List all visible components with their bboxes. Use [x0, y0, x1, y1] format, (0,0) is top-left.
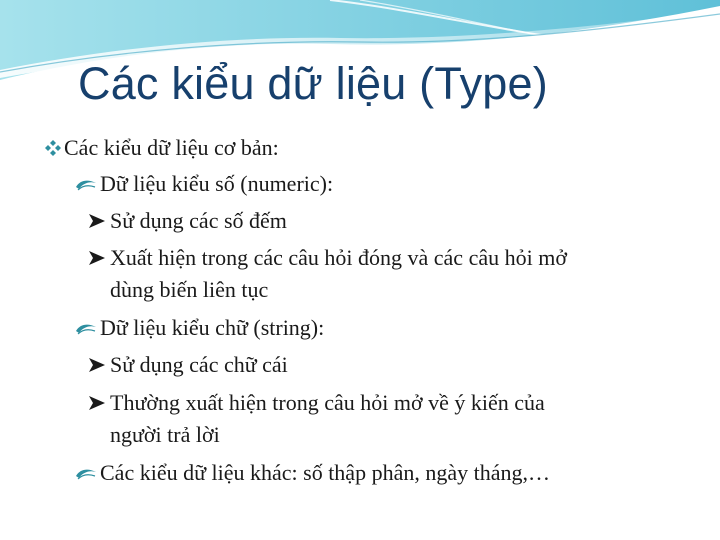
list-item	[88, 389, 545, 417]
slide-title: Các kiểu dữ liệu (Type)	[78, 58, 548, 109]
arrow-bullet-icon	[88, 389, 110, 417]
list-item	[88, 351, 288, 379]
list-item-text: người trả lời	[110, 422, 220, 447]
arrow-bullet-icon	[88, 351, 110, 379]
list-item	[74, 170, 333, 198]
diamond-cluster-icon	[44, 134, 64, 162]
list-item-text: Sử dụng các chữ cái	[110, 352, 288, 377]
list-item-text: Thường xuất hiện trong câu hỏi mở về ý kiến của	[110, 390, 545, 415]
list-item-text: Dữ liệu kiểu chữ (string):	[100, 315, 325, 340]
list-item	[88, 244, 567, 272]
arrow-bullet-icon	[88, 244, 110, 272]
list-item-text: Các kiểu dữ liệu khác: số thập phân, ngày tháng,…	[100, 460, 550, 485]
list-item-text: Sử dụng các số đếm	[110, 208, 287, 233]
list-item	[74, 459, 550, 487]
swoosh-bullet-icon	[74, 170, 100, 198]
list-item-text: Dữ liệu kiểu số (numeric):	[100, 171, 334, 196]
list-item	[88, 207, 287, 235]
list-item	[74, 314, 324, 342]
list-item	[44, 134, 279, 162]
swoosh-bullet-icon	[74, 314, 100, 342]
list-item-text: Các kiểu dữ liệu cơ bản:	[64, 135, 279, 160]
list-item-continuation	[110, 276, 268, 304]
list-item-text: Xuất hiện trong các câu hỏi đóng và các câu hỏi mở	[110, 245, 567, 270]
list-item-continuation	[110, 421, 220, 449]
arrow-bullet-icon	[88, 207, 110, 235]
swoosh-bullet-icon	[74, 459, 100, 487]
list-item-text: dùng biến liên tục	[110, 277, 269, 302]
